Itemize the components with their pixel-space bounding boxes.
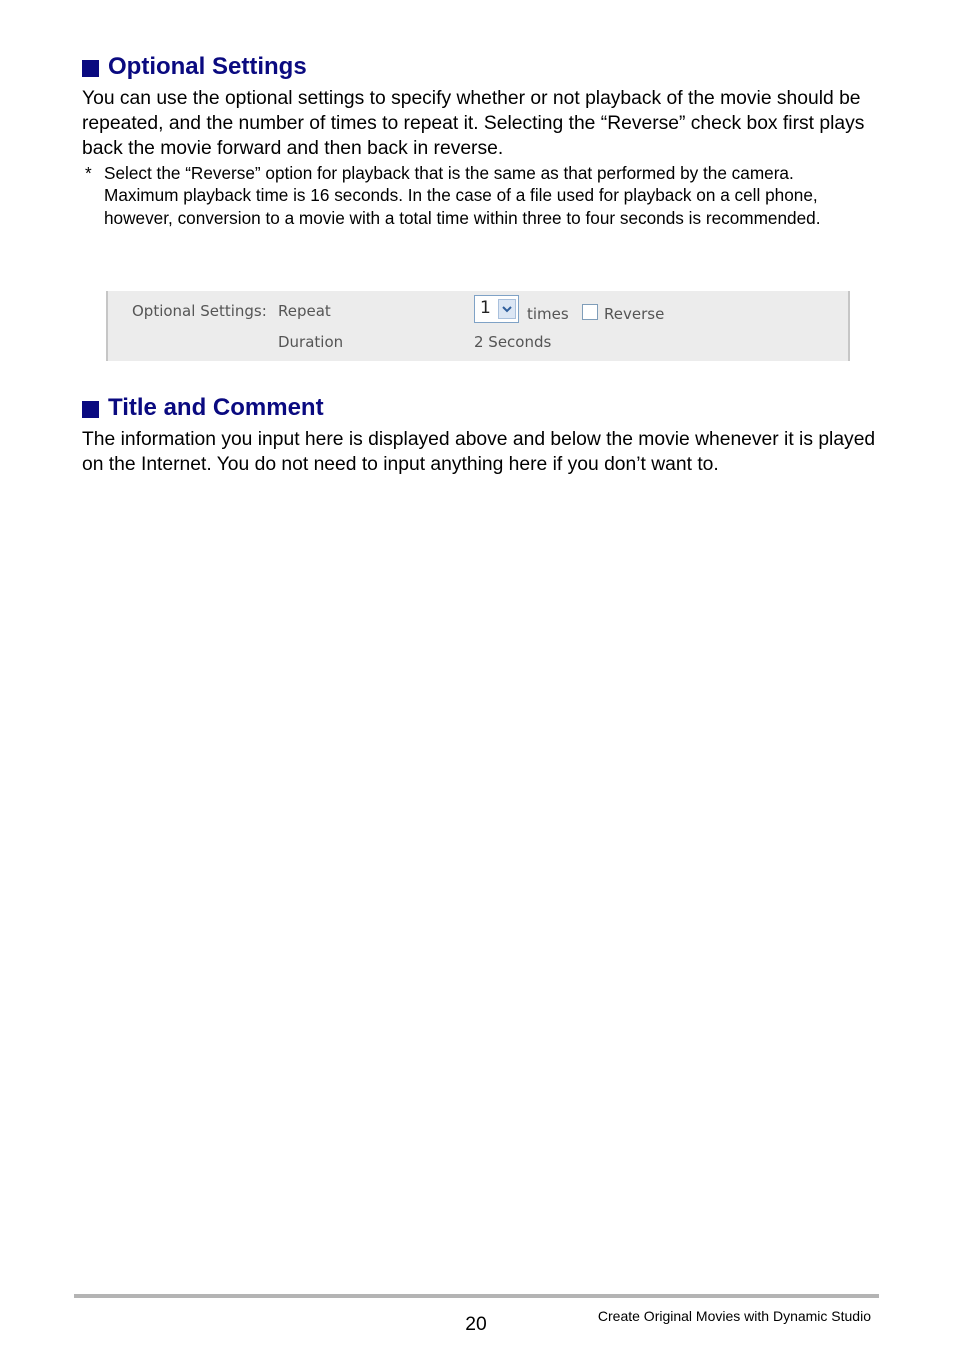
heading-text: Optional Settings — [108, 53, 307, 80]
footer-title: Create Original Movies with Dynamic Studio — [597, 1308, 871, 1324]
title-and-comment-paragraph: The information you input here is displayed above and below the movie whenever it is played on the Internet. You do not need to input anything here if you don’t want to. — [82, 429, 876, 475]
square-bullet-icon — [82, 60, 99, 77]
times-label: times — [527, 305, 569, 323]
square-bullet-icon — [82, 401, 99, 418]
duration-value: 2 Seconds — [474, 333, 552, 351]
chevron-down-icon[interactable] — [498, 299, 516, 319]
reverse-label: Reverse — [604, 305, 665, 323]
page-number: 20 — [465, 1314, 487, 1335]
reverse-checkbox[interactable] — [582, 304, 598, 320]
note-line: Select the “Reverse” option for playback that is the same as that performed by the camera. — [104, 163, 794, 183]
repeat-label: Repeat — [278, 302, 331, 320]
note-line: Maximum playback time is 16 seconds. In the case of a file used for playback on a cell phone, however, conversion to a movie with a total time within three to four seconds is recommended. — [104, 185, 821, 228]
optional-settings-panel — [106, 291, 850, 361]
note-asterisk: * — [85, 163, 92, 183]
optional-settings-note — [82, 162, 872, 229]
heading-text: Title and Comment — [108, 394, 324, 421]
title-and-comment-heading — [82, 394, 324, 422]
optional-settings-heading — [82, 53, 307, 81]
footer-rule — [74, 1294, 879, 1298]
optional-settings-paragraph: You can use the optional settings to specify whether or not playback of the movie should be repeated, and the number of times to repeat it. Selecting the “Reverse” check box first plays back the movie forward and then back in reverse. — [82, 88, 865, 159]
repeat-select[interactable] — [474, 295, 519, 323]
optional-settings-label: Optional Settings: — [132, 302, 267, 320]
repeat-select-value: 1 — [480, 298, 491, 318]
duration-label: Duration — [278, 333, 344, 351]
